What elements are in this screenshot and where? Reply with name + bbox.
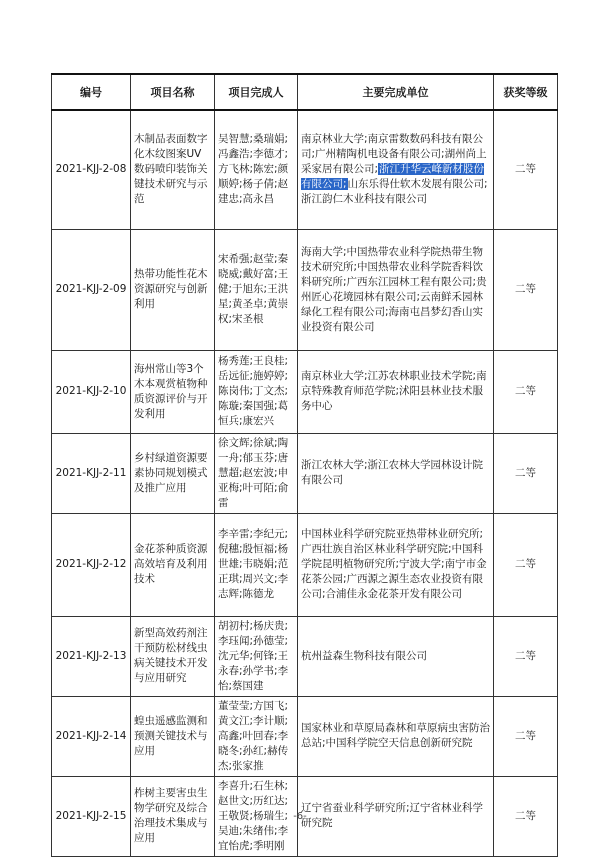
row-code: 2021-KJJ-2-08 bbox=[52, 110, 131, 229]
row-people: 胡初村;杨庆贵;李珏闻;孙德莹;沈元华;何锋;王永春;孙学书;李怡;蔡国建 bbox=[215, 616, 298, 696]
row-grade: 二等 bbox=[494, 110, 558, 229]
row-units bbox=[298, 696, 494, 776]
row-people: 徐文辉;徐斌;陶一舟;郁玉芬;唐慧超;赵宏波;申亚梅;叶可陌;俞雷 bbox=[215, 433, 298, 513]
units-text: 南京林业大学;江苏农林职业技术学院;南京特殊教育师范学院;沭阳县林业技术服务中心 bbox=[301, 370, 487, 412]
row-people: 宋希强;赵莹;秦晓威;戴好富;王健;于旭东;王洪星;黄圣卓;黄崇权;宋圣根 bbox=[215, 229, 298, 350]
row-project-name: 海州常山等3个木本观赏植物种质资源评价与开发利用 bbox=[131, 350, 215, 433]
row-units bbox=[298, 229, 494, 350]
units-text: 中国林业科学研究院亚热带林业研究所;广西壮族自治区林业科学研究院;中国科学院昆明植物研究所;宁波大学;南宁市金花茶公园;广西源之源生态农业投资有限公司;合浦佳永金花茶开发有限公司 bbox=[301, 528, 487, 600]
row-grade: 二等 bbox=[494, 433, 558, 513]
row-people: 李辛雷;李纪元;倪穗;殷恒福;杨世雄;韦晓娟;范正琪;周兴文;李志辉;陈德龙 bbox=[215, 513, 298, 616]
units-text: 南京林业大学;南京雷数数码科技有限公司;广州精陶机电设备有限公司;湖州尚上采家居有限公司; bbox=[301, 133, 487, 176]
table-row bbox=[52, 696, 558, 776]
row-grade: 二等 bbox=[494, 229, 558, 350]
page-number: -6- bbox=[293, 811, 307, 822]
row-code: 2021-KJJ-2-10 bbox=[52, 350, 131, 433]
row-project-name: 乡村绿道资源要素协同规划模式及推广应用 bbox=[131, 433, 215, 513]
row-people: 董莹莹;方国飞;黄文江;李计顺;高鑫;叶回春;李晓冬;孙红;赫传杰;张家推 bbox=[215, 696, 298, 776]
row-code: 2021-KJJ-2-13 bbox=[52, 616, 131, 696]
units-text-after: 山东乐得仕软木发展有限公司;浙江韵仁木业科技有限公司 bbox=[301, 178, 488, 206]
row-units bbox=[298, 110, 494, 229]
row-project-name: 柞树主要害虫生物学研究及综合治理技术集成与应用 bbox=[131, 776, 215, 856]
row-units bbox=[298, 433, 494, 513]
row-code: 2021-KJJ-2-12 bbox=[52, 513, 131, 616]
row-code: 2021-KJJ-2-15 bbox=[52, 776, 131, 856]
row-project-name: 金花茶种质资源高效培育及利用技术 bbox=[131, 513, 215, 616]
header-project: 项目名称 bbox=[131, 74, 215, 110]
row-units bbox=[298, 513, 494, 616]
table-row bbox=[52, 513, 558, 616]
row-grade: 二等 bbox=[494, 350, 558, 433]
row-units bbox=[298, 350, 494, 433]
units-text: 辽宁省蚕业科学研究所;辽宁省林业科学研究院 bbox=[301, 802, 484, 829]
row-code: 2021-KJJ-2-14 bbox=[52, 696, 131, 776]
row-project-name: 新型高效药剂注干预防松材线虫病关键技术开发与应用研究 bbox=[131, 616, 215, 696]
header-people: 项目完成人 bbox=[215, 74, 298, 110]
header-code: 编号 bbox=[52, 74, 131, 110]
units-highlighted-text: 浙江升华云峰新材股份有限公司; bbox=[301, 163, 485, 191]
row-project-name: 蝗虫遥感监测和预测关键技术与应用 bbox=[131, 696, 215, 776]
units-text: 杭州益森生物科技有限公司 bbox=[301, 649, 427, 662]
row-grade: 二等 bbox=[494, 776, 558, 856]
units-text: 国家林业和草原局森林和草原病虫害防治总站;中国科学院空天信息创新研究院 bbox=[301, 722, 490, 749]
row-code: 2021-KJJ-2-09 bbox=[52, 229, 131, 350]
table-row bbox=[52, 110, 558, 229]
header-units: 主要完成单位 bbox=[298, 74, 494, 110]
units-text: 浙江农林大学;浙江农林大学园林设计院有限公司 bbox=[301, 459, 484, 486]
row-grade: 二等 bbox=[494, 696, 558, 776]
header-grade: 获奖等级 bbox=[494, 74, 558, 110]
row-grade: 二等 bbox=[494, 513, 558, 616]
row-people: 杨秀莲;王良桂;岳远征;施婷婷;陈岗伟;丁文杰;陈璇;秦国强;葛恒兵;康宏兴 bbox=[215, 350, 298, 433]
row-people: 李喜升;石生林;赵世文;历红达;王敬贤;杨瑞生;吴迪;朱绪伟;李宜怡虎;季明刚 bbox=[215, 776, 298, 856]
table-row bbox=[52, 350, 558, 433]
row-grade: 二等 bbox=[494, 616, 558, 696]
row-units bbox=[298, 616, 494, 696]
row-project-name: 木制品表面数字化木纹图案UV数码喷印装饰关键技术研究与示范 bbox=[131, 110, 215, 229]
table-header-row bbox=[52, 74, 558, 110]
awards-table bbox=[51, 73, 558, 857]
table-row bbox=[52, 229, 558, 350]
row-code: 2021-KJJ-2-11 bbox=[52, 433, 131, 513]
units-text: 海南大学;中国热带农业科学院热带生物技术研究所;中国热带农业科学院香料饮料研究所;广西东江园林工程有限公司;贵州匠心花境园林有限公司;云南鲜禾园林绿化工程有限公司;海南屯昌梦幻香山实业投资有限公司 bbox=[301, 245, 487, 333]
table-row bbox=[52, 433, 558, 513]
row-project-name: 热带功能性花木资源研究与创新利用 bbox=[131, 229, 215, 350]
row-people: 吴智慧;桑瑞娟;冯鑫浩;李德才;方飞林;陈宏;颜顺婷;杨子倩;赵建忠;高永昌 bbox=[215, 110, 298, 229]
table-row bbox=[52, 616, 558, 696]
